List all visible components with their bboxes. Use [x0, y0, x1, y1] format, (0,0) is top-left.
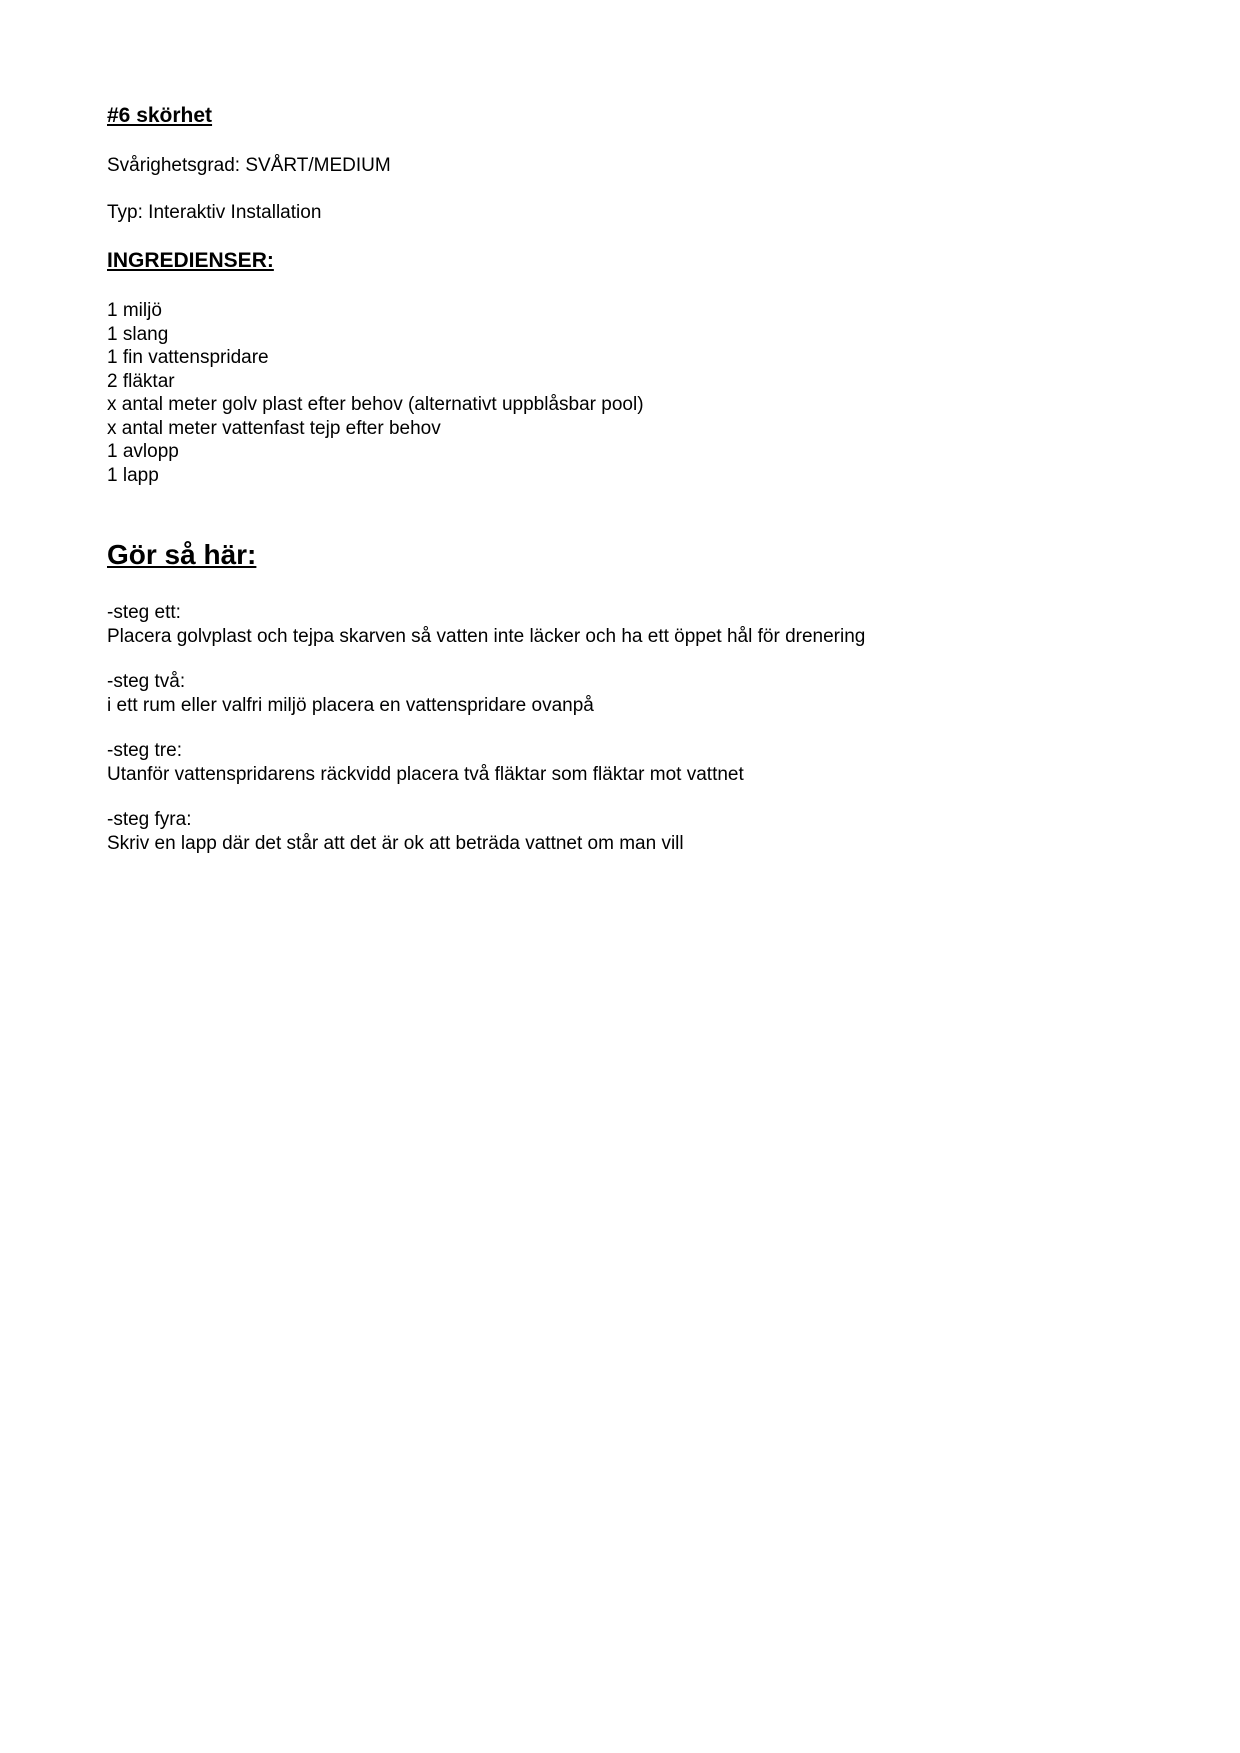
step-label: -steg ett: — [107, 602, 181, 623]
document-title: #6 skörhet — [107, 104, 213, 127]
step-label: -steg fyra: — [107, 809, 192, 830]
ingredient-line: 2 fläktar — [107, 370, 175, 392]
ingredients-heading: INGREDIENSER: — [107, 249, 274, 272]
ingredient-list — [107, 299, 1130, 487]
instructions-heading: Gör så här: — [107, 539, 257, 570]
difficulty-line: Svårighetsgrad: SVÅRT/MEDIUM — [107, 155, 391, 176]
step-text: i ett rum eller valfri miljö placera en vattenspridare ovanpå — [107, 694, 594, 716]
ingredient-line: 1 slang — [107, 323, 169, 345]
step-label: -steg tre: — [107, 740, 182, 761]
step-two — [107, 670, 1130, 717]
step-four — [107, 808, 1130, 855]
step-three — [107, 739, 1130, 786]
document-content — [0, 0, 1240, 855]
step-one — [107, 601, 1130, 648]
step-label: -steg två: — [107, 671, 186, 692]
ingredient-line: 1 lapp — [107, 464, 159, 486]
ingredient-line: x antal meter vattenfast tejp efter behov — [107, 417, 441, 439]
step-text: Utanför vattenspridarens räckvidd placera två fläktar som fläktar mot vattnet — [107, 763, 744, 785]
type-line: Typ: Interaktiv Installation — [107, 202, 322, 223]
ingredient-line: 1 miljö — [107, 300, 162, 321]
ingredient-line: 1 avlopp — [107, 441, 179, 462]
step-text: Placera golvplast och tejpa skarven så vatten inte läcker och ha ett öppet hål för drenering — [107, 625, 866, 647]
ingredient-line: x antal meter golv plast efter behov (alternativt uppblåsbar pool) — [107, 394, 644, 415]
ingredient-line: 1 fin vattenspridare — [107, 347, 269, 368]
step-text: Skriv en lapp där det står att det är ok att beträda vattnet om man vill — [107, 832, 684, 854]
